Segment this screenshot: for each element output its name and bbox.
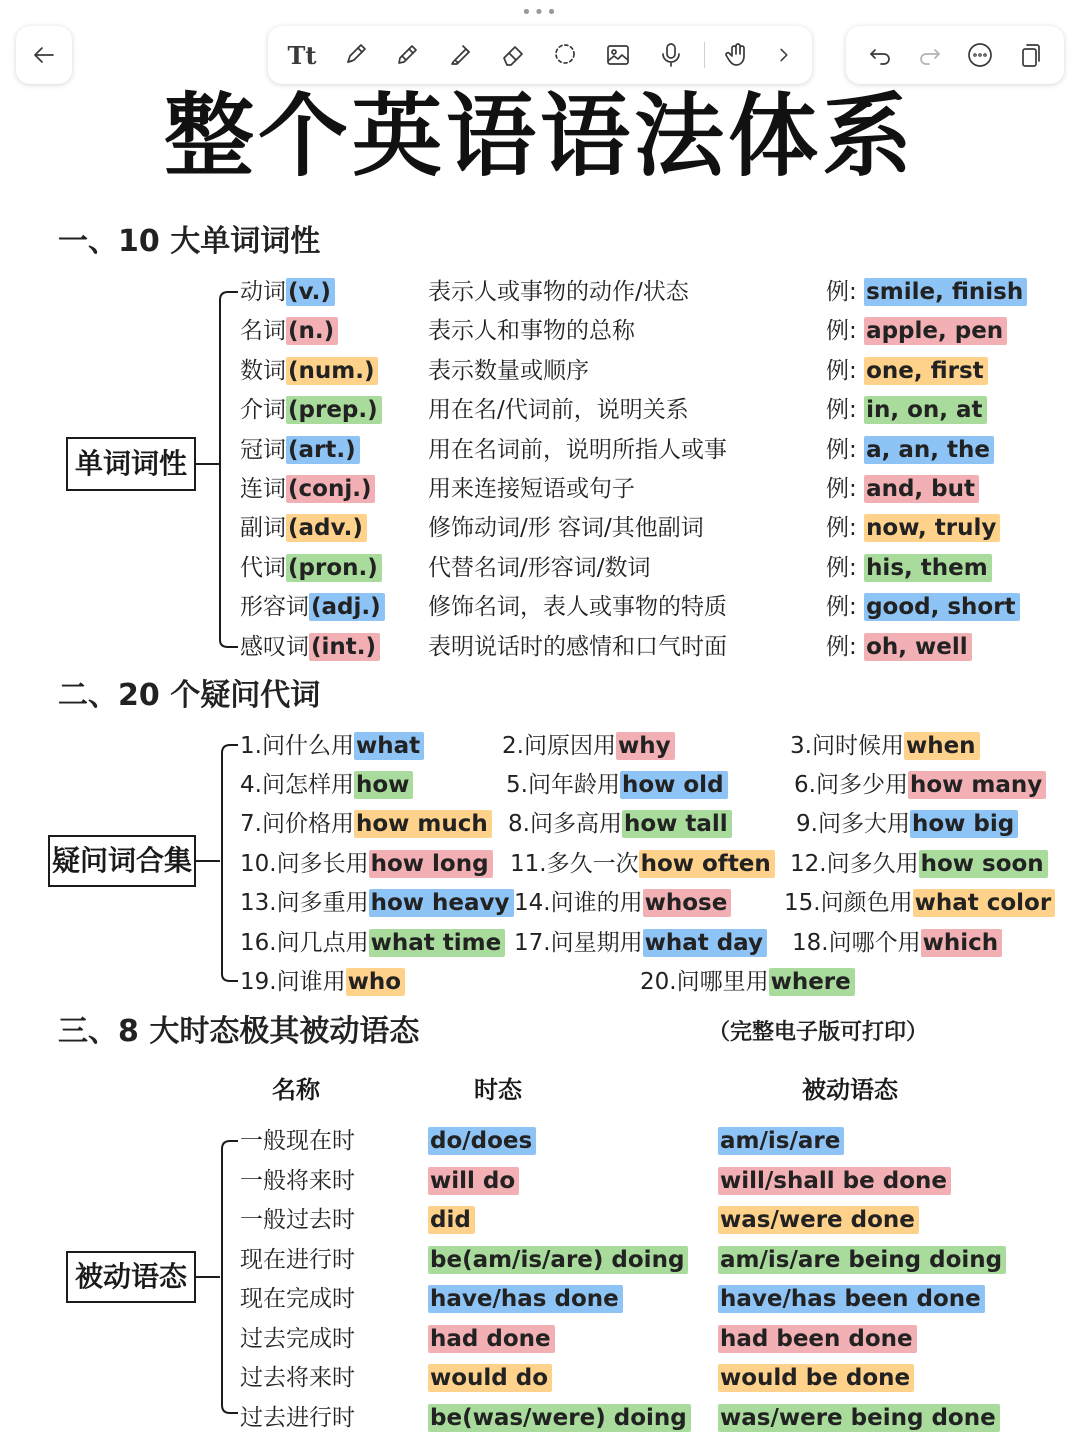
- passive-form-highlight: am/is/are being doing: [718, 1246, 1006, 1274]
- pos-example-highlight: now, truly: [864, 514, 1000, 542]
- question-word-item: [240, 807, 492, 841]
- pos-description: 修饰名词，表人或事物的特质: [428, 594, 727, 621]
- pos-example-highlight: and, but: [864, 475, 979, 503]
- example-prefix: 例:: [826, 515, 857, 542]
- question-word-label: 16.问几点用: [240, 930, 369, 956]
- tense-form-cell: [428, 1322, 555, 1356]
- tense-form-cell: [428, 1243, 688, 1277]
- microphone-icon[interactable]: [651, 35, 691, 75]
- pos-example-row: [826, 511, 1000, 545]
- passive-form-cell: [718, 1322, 917, 1356]
- question-word-highlight: which: [921, 929, 1003, 957]
- question-word-item: [240, 768, 413, 802]
- pos-abbr-highlight: (art.): [286, 436, 360, 464]
- tense-form-highlight: have/has done: [428, 1285, 623, 1313]
- question-word-label: 5.问年龄用: [506, 772, 620, 798]
- chevron-right-icon[interactable]: [770, 35, 798, 75]
- document-title: 整个英语语法体系: [164, 84, 916, 189]
- history-toolbar: [846, 26, 1064, 84]
- passive-form-highlight: have/has been done: [718, 1285, 985, 1313]
- pos-name: 数词: [240, 357, 286, 384]
- window-handle-dots[interactable]: •••: [521, 2, 559, 23]
- pos-description: 修饰动词/形 容词/其他副词: [428, 515, 704, 542]
- column-header-tense: 时态: [474, 1076, 522, 1104]
- passive-form-highlight: was/were done: [718, 1206, 919, 1234]
- pos-example-row: [826, 393, 987, 427]
- pos-abbr-highlight: (int.): [309, 633, 380, 661]
- question-word-highlight: how many: [908, 771, 1046, 799]
- tense-name: 过去完成时: [240, 1325, 355, 1352]
- tense-form-highlight: be(was/were) doing: [428, 1404, 691, 1432]
- question-word-highlight: why: [616, 732, 675, 760]
- pos-name: 形容词: [240, 594, 309, 621]
- question-word-item: [784, 886, 1055, 920]
- parts-of-speech-box: 单词词性: [66, 437, 196, 491]
- tense-form-highlight: would do: [428, 1364, 552, 1392]
- drawing-toolbar: [268, 26, 812, 84]
- text-icon[interactable]: Tt: [287, 40, 317, 70]
- question-word-label: 2.问原因用: [502, 733, 616, 759]
- tense-form-highlight: be(am/is/are) doing: [428, 1246, 688, 1274]
- more-icon[interactable]: [960, 35, 1000, 75]
- pos-row-name: [240, 354, 378, 388]
- tense-name: 过去进行时: [240, 1404, 355, 1431]
- tense-form-cell: [428, 1361, 552, 1395]
- tense-name: 一般过去时: [240, 1207, 355, 1233]
- back-arrow-icon[interactable]: [24, 35, 64, 75]
- question-word-highlight: how soon: [919, 850, 1048, 878]
- question-word-highlight: how big: [910, 810, 1018, 838]
- pos-abbr-highlight: (pron.): [286, 554, 382, 582]
- example-prefix: 例:: [826, 436, 857, 463]
- pos-example-row: [826, 314, 1007, 348]
- pos-abbr-highlight: (conj.): [286, 475, 375, 503]
- pos-example-row: [826, 472, 979, 506]
- pos-name: 副词: [240, 515, 286, 542]
- tense-name: 一般现在时: [240, 1128, 355, 1154]
- tense-form-cell: [428, 1164, 519, 1198]
- section-heading-question-words: 二、20 个疑问代词: [58, 678, 321, 713]
- question-word-item: [794, 768, 1046, 802]
- question-word-highlight: how often: [639, 850, 775, 878]
- question-word-label: 11.多久一次: [510, 851, 639, 877]
- question-word-label: 1.问什么用: [240, 733, 354, 759]
- question-word-label: 15.问颜色用: [784, 890, 913, 916]
- tense-name: 一般将来时: [240, 1167, 355, 1194]
- pos-row-name: [240, 472, 375, 506]
- example-prefix: 例:: [826, 318, 857, 345]
- pos-abbr-highlight: (n.): [286, 317, 338, 345]
- tense-form-highlight: do/does: [428, 1127, 536, 1155]
- pos-name: 冠词: [240, 436, 286, 463]
- passive-form-highlight: will/shall be done: [718, 1167, 951, 1195]
- question-word-highlight: what color: [913, 889, 1056, 917]
- question-word-item: [790, 847, 1048, 881]
- pos-example-row: [826, 630, 972, 664]
- pos-abbr-highlight: (v.): [286, 278, 335, 306]
- pos-example-highlight: a, an, the: [864, 436, 994, 464]
- passive-form-highlight: am/is/are: [718, 1127, 844, 1155]
- question-word-item: [514, 886, 731, 920]
- redo-icon[interactable]: [910, 35, 950, 75]
- pos-name: 名词: [240, 318, 286, 345]
- example-prefix: 例:: [826, 279, 857, 305]
- example-prefix: 例:: [826, 397, 857, 424]
- pos-description: 用在名词前，说明所指人或事: [428, 436, 727, 463]
- hand-icon[interactable]: [717, 35, 757, 75]
- question-word-highlight: how old: [620, 771, 728, 799]
- example-prefix: 例:: [826, 633, 857, 660]
- question-word-highlight: how long: [369, 850, 493, 878]
- pos-abbr-highlight: (num.): [286, 357, 378, 385]
- lasso-icon[interactable]: [545, 35, 585, 75]
- passive-form-cell: [718, 1203, 919, 1237]
- section-heading-tenses: 三、8 大时态极其被动语态: [58, 1014, 420, 1049]
- tense-form-highlight: did: [428, 1206, 475, 1234]
- question-word-item: [790, 729, 980, 763]
- question-word-label: 6.问多少用: [794, 772, 908, 798]
- question-word-item: [240, 965, 405, 999]
- tense-name: 现在进行时: [240, 1246, 355, 1273]
- tense-form-cell: [428, 1401, 691, 1435]
- highlighter-icon[interactable]: [440, 35, 480, 75]
- pencil-icon[interactable]: [387, 35, 427, 75]
- tense-form-cell: [428, 1124, 536, 1158]
- question-word-highlight: how heavy: [369, 889, 514, 917]
- question-word-label: 19.问谁用: [240, 969, 346, 995]
- passive-form-cell: [718, 1282, 985, 1316]
- question-word-highlight: how tall: [622, 810, 732, 838]
- question-words-box: 疑问词合集: [48, 835, 196, 887]
- pos-description: 表示人和事物的总称: [428, 318, 635, 345]
- question-word-item: [502, 729, 675, 763]
- passive-voice-box: 被动语态: [66, 1251, 196, 1303]
- pos-row-name: [240, 630, 380, 664]
- pos-example-row: [826, 275, 1027, 309]
- pos-row-name: [240, 433, 360, 467]
- question-word-highlight: what: [354, 732, 424, 760]
- pos-abbr-highlight: (adv.): [286, 514, 367, 542]
- tense-form-highlight: had done: [428, 1325, 555, 1353]
- question-word-item: [240, 926, 505, 960]
- pos-description: 表示数量或顺序: [428, 357, 589, 384]
- question-word-highlight: what time: [369, 929, 506, 957]
- question-word-label: 17.问星期用: [514, 930, 643, 956]
- back-toolbar: [16, 26, 72, 84]
- question-word-item: [510, 847, 775, 881]
- passive-form-cell: [718, 1243, 1006, 1277]
- tense-form-cell: [428, 1282, 623, 1316]
- pos-example-row: [826, 433, 994, 467]
- pos-example-row: [826, 354, 988, 388]
- question-word-label: 4.问怎样用: [240, 772, 354, 798]
- pos-example-highlight: his, them: [864, 554, 992, 582]
- passive-form-cell: [718, 1401, 1000, 1435]
- undo-icon[interactable]: [860, 35, 900, 75]
- toolbar-divider: [704, 42, 705, 68]
- passive-form-highlight: was/were being done: [718, 1404, 1000, 1432]
- question-word-highlight: when: [904, 732, 980, 760]
- passive-form-cell: [718, 1124, 844, 1158]
- example-prefix: 例:: [826, 476, 857, 502]
- pos-example-highlight: apple, pen: [864, 317, 1007, 345]
- question-word-label: 18.问哪个用: [792, 930, 921, 956]
- tense-form-highlight: will do: [428, 1167, 519, 1195]
- pos-name: 代词: [240, 554, 286, 581]
- question-word-highlight: who: [346, 968, 405, 996]
- pos-name: 感叹词: [240, 633, 309, 660]
- tense-name: 过去将来时: [240, 1365, 355, 1391]
- pos-abbr-highlight: (adj.): [309, 593, 385, 621]
- passive-form-highlight: had been done: [718, 1325, 917, 1353]
- printable-note: （完整电子版可打印）: [708, 1020, 929, 1045]
- passive-form-cell: [718, 1361, 914, 1395]
- question-word-highlight: how: [354, 771, 413, 799]
- pos-row-name: [240, 393, 382, 427]
- pos-row-name: [240, 551, 382, 585]
- pos-description: 表明说话时的感情和口气时面: [428, 633, 727, 660]
- pos-description: 表示人或事物的动作/状态: [428, 279, 689, 305]
- question-word-item: [240, 847, 493, 881]
- question-word-item: [514, 926, 767, 960]
- question-word-label: 13.问多重用: [240, 890, 369, 916]
- question-word-item: [796, 807, 1018, 841]
- pos-abbr-highlight: (prep.): [286, 396, 382, 424]
- question-word-label: 12.问多久用: [790, 851, 919, 877]
- pos-name: 动词: [240, 279, 286, 305]
- question-word-item: [240, 886, 514, 920]
- pos-name: 介词: [240, 397, 286, 424]
- tense-form-cell: [428, 1203, 475, 1237]
- question-word-label: 10.问多长用: [240, 851, 369, 877]
- example-prefix: 例:: [826, 554, 857, 581]
- question-word-item: [240, 729, 424, 763]
- pen-icon[interactable]: [335, 35, 375, 75]
- pos-example-highlight: oh, well: [864, 633, 972, 661]
- pos-example-highlight: good, short: [864, 593, 1019, 621]
- pos-example-highlight: in, on, at: [864, 396, 986, 424]
- pos-row-name: [240, 314, 338, 348]
- question-word-label: 3.问时候用: [790, 733, 904, 759]
- passive-form-highlight: would be done: [718, 1364, 914, 1392]
- pos-row-name: [240, 275, 335, 309]
- passive-form-cell: [718, 1164, 951, 1198]
- question-word-label: 20.问哪里用: [640, 969, 769, 995]
- column-header-passive: 被动语态: [802, 1076, 898, 1104]
- example-prefix: 例:: [826, 594, 857, 621]
- pos-description: 用来连接短语或句子: [428, 476, 635, 502]
- tense-name: 现在完成时: [240, 1286, 355, 1312]
- question-word-label: 7.问价格用: [240, 811, 354, 837]
- image-icon[interactable]: [598, 35, 638, 75]
- eraser-icon[interactable]: [493, 35, 533, 75]
- question-word-highlight: how much: [354, 810, 492, 838]
- pos-row-name: [240, 590, 385, 624]
- question-word-highlight: what day: [643, 929, 767, 957]
- question-word-highlight: where: [769, 968, 855, 996]
- question-word-item: [506, 768, 728, 802]
- question-word-item: [640, 965, 855, 999]
- question-word-item: [792, 926, 1002, 960]
- column-header-name: 名称: [272, 1076, 320, 1104]
- pos-row-name: [240, 511, 367, 545]
- pos-example-row: [826, 551, 992, 585]
- pos-example-row: [826, 590, 1020, 624]
- example-prefix: 例:: [826, 357, 857, 384]
- question-word-label: 8.问多高用: [508, 811, 622, 837]
- pos-name: 连词: [240, 476, 286, 502]
- pos-description: 用在名/代词前，说明关系: [428, 397, 689, 424]
- pos-example-highlight: one, first: [864, 357, 988, 385]
- question-word-label: 9.问多大用: [796, 811, 910, 837]
- pos-example-highlight: smile, finish: [864, 278, 1027, 306]
- section-heading-parts-of-speech: 一、10 大单词词性: [58, 224, 321, 259]
- question-word-label: 14.问谁的用: [514, 890, 643, 916]
- question-word-highlight: whose: [643, 889, 732, 917]
- pos-description: 代替名词/形容词/数词: [428, 554, 651, 581]
- question-word-item: [508, 807, 732, 841]
- pages-icon[interactable]: [1010, 35, 1050, 75]
